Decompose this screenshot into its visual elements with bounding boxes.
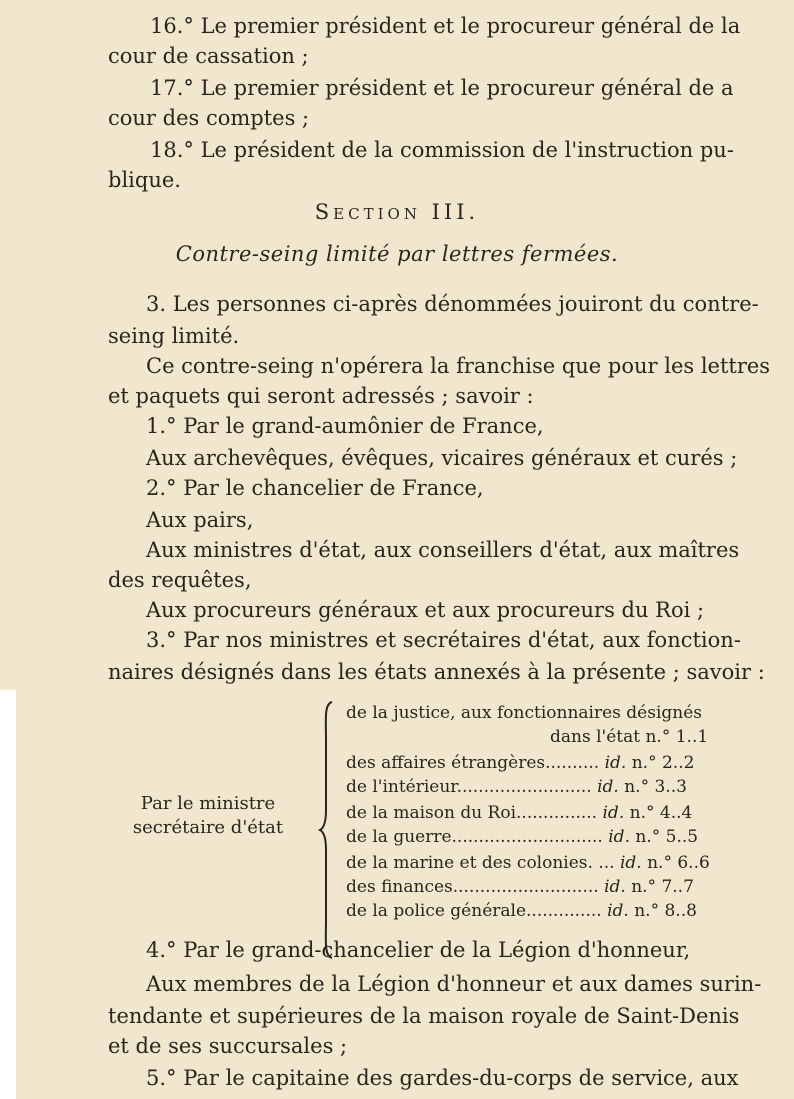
text-line: Aux membres de la Légion d'honneur et aux dames surin- bbox=[146, 972, 762, 996]
section-subtitle: Contre-seing limité par lettres fermées. bbox=[175, 242, 619, 266]
text-line: Aux pairs, bbox=[146, 508, 254, 532]
text-line: Aux procureurs généraux et aux procureurs du Roi ; bbox=[146, 598, 705, 622]
text-line: Aux archevêques, évêques, vicaires généraux et curés ; bbox=[146, 446, 738, 470]
table-row: des affaires étrangères.......... id. n.° 2..2 bbox=[346, 753, 695, 773]
text-line: 5.° Par le capitaine des gardes-du-corps de service, aux bbox=[146, 1066, 739, 1090]
text-line: 17.° Le premier président et le procureur général de a bbox=[150, 76, 734, 100]
table-row: de l'intérieur......................... id. n.° 3..3 bbox=[346, 777, 687, 797]
text-line: naires désignés dans les états annexés à la présente ; savoir : bbox=[108, 660, 765, 684]
table-label-line1: Par le ministre bbox=[140, 793, 276, 814]
text-line: Aux ministres d'état, aux conseillers d'état, aux maîtres bbox=[146, 538, 740, 562]
table-row: de la maison du Roi............... id. n.° 4..4 bbox=[346, 803, 693, 823]
table-label-line2: secrétaire d'état bbox=[132, 817, 284, 838]
table-row: de la police générale.............. id. n.° 8..8 bbox=[346, 901, 697, 921]
section-title: Section III. bbox=[314, 200, 480, 224]
text-line: 2.° Par le chancelier de France, bbox=[146, 476, 484, 500]
text-line: 18.° Le président de la commission de l'instruction pu- bbox=[150, 138, 734, 162]
table-row: des finances........................... id. n.° 7..7 bbox=[346, 877, 694, 897]
text-line: et paquets qui seront adressés ; savoir : bbox=[108, 384, 534, 408]
text-line: 1.° Par le grand-aumônier de France, bbox=[146, 414, 544, 438]
text-line: seing limité. bbox=[108, 324, 240, 348]
text-line: 16.° Le premier président et le procureur général de la bbox=[150, 14, 741, 38]
table-row: de la guerre............................ id. n.° 5..5 bbox=[346, 827, 699, 847]
table-entry-justice-ref: dans l'état n.° 1..1 bbox=[550, 727, 709, 747]
text-line: Ce contre-seing n'opérera la franchise que pour les lettres bbox=[146, 354, 771, 378]
text-line: tendante et supérieures de la maison royale de Saint-Denis bbox=[108, 1004, 740, 1028]
table-entry-justice: de la justice, aux fonctionnaires désignés bbox=[346, 703, 703, 723]
text-line: cour des comptes ; bbox=[108, 106, 310, 130]
curly-brace-icon bbox=[318, 700, 336, 960]
text-line: 3.° Par nos ministres et secrétaires d'état, aux fonction- bbox=[146, 628, 741, 652]
text-line: et de ses succursales ; bbox=[108, 1034, 348, 1058]
text-line: cour de cassation ; bbox=[108, 44, 309, 68]
text-line: 4.° Par le grand-chancelier de la Légion d'honneur, bbox=[146, 938, 691, 962]
text-line: blique. bbox=[108, 168, 181, 192]
text-line: 3. Les personnes ci-après dénommées jouiront du contre- bbox=[146, 292, 759, 316]
table-row: de la marine et des colonies. ... id. n.° 6..6 bbox=[346, 853, 710, 873]
text-line: des requêtes, bbox=[108, 568, 252, 592]
